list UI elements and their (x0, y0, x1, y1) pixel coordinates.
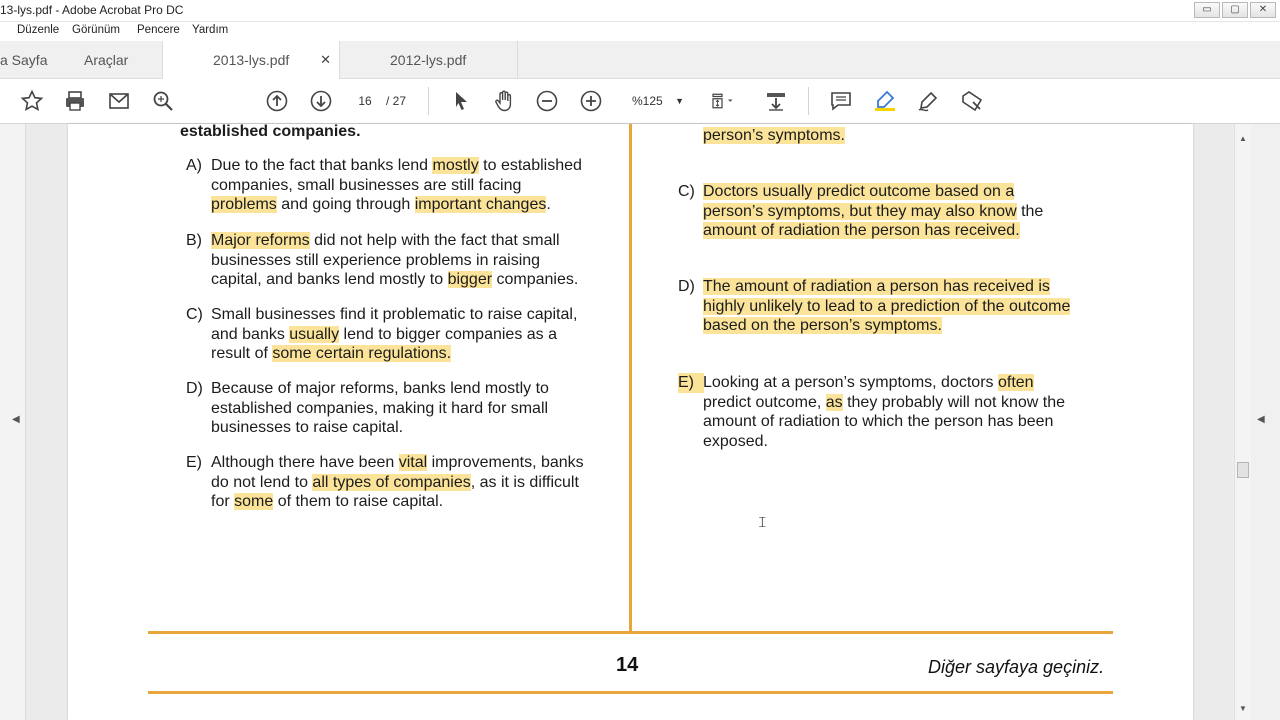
option-text (211, 453, 584, 512)
window-title: 13-lys.pdf - Adobe Acrobat Pro DC (0, 3, 184, 17)
page-number-input[interactable]: 16 (358, 94, 372, 108)
text-segment: lend to bigger companies as a (339, 325, 558, 343)
text-segment: they probably will not know the (842, 393, 1065, 411)
search-icon[interactable] (151, 89, 177, 115)
menu-edit[interactable]: Düzenle (17, 24, 60, 36)
text-segment: to established (478, 157, 582, 174)
option-line (211, 473, 584, 493)
close-window-button[interactable]: ✕ (1250, 2, 1276, 18)
highlighted-text: some certain regulations. (272, 345, 452, 362)
footer-note: Diğer sayfaya geçiniz. (928, 657, 1105, 677)
page-number: 14 (616, 654, 639, 676)
option-line (703, 221, 1043, 241)
highlighted-text: often (997, 374, 1034, 391)
option-text (211, 379, 549, 438)
text-segment: Looking at a person’s symptoms, doctors (703, 374, 998, 391)
highlighted-text: as (825, 393, 843, 411)
document-area[interactable] (0, 124, 1280, 720)
option-letter: B) (186, 232, 202, 249)
page-total: / 27 (386, 94, 407, 108)
text-segment: Small businesses find it problematic to raise capital, (211, 306, 578, 323)
text-segment: improvements, banks (427, 454, 584, 471)
highlighted-text: problems (211, 196, 277, 213)
option-text (703, 277, 1070, 336)
right-column-top-fragment (703, 126, 845, 146)
vertical-scrollbar[interactable] (1234, 124, 1251, 720)
maximize-button[interactable]: ▢ (1222, 2, 1248, 18)
title-bar (0, 0, 1280, 22)
text-segment: businesses to raise capital. (211, 419, 404, 436)
chevron-left-icon[interactable]: ◀ (12, 414, 20, 425)
tab-home[interactable]: a Sayfa (0, 52, 48, 68)
print-icon[interactable] (63, 89, 89, 115)
option-text (211, 231, 578, 290)
zoom-in-icon[interactable] (579, 89, 605, 115)
option-line (211, 305, 577, 325)
option-line (211, 251, 578, 271)
footer-rule-top (148, 631, 1113, 634)
fit-page-icon[interactable] (710, 89, 746, 115)
option-line (703, 412, 1065, 432)
option-letter: C) (678, 183, 695, 200)
option-line (211, 156, 582, 176)
option-text (703, 182, 1043, 241)
pdf-page[interactable] (68, 124, 1193, 720)
option-line (703, 182, 1043, 202)
toolbar-divider (808, 87, 809, 115)
tab-tools[interactable]: Araçlar (84, 52, 129, 68)
option-line (703, 316, 1070, 336)
edit-sign-icon[interactable] (960, 89, 986, 115)
highlighted-text: based on the person’s symptoms. (703, 317, 942, 334)
toolbar-divider (428, 87, 429, 115)
option-line (703, 393, 1065, 413)
highlighted-text: The amount of radiation a person has received is (703, 278, 1050, 295)
highlighted-text: all types of companies (312, 473, 471, 491)
tab-doc-2013-label: 2013-lys.pdf (213, 52, 290, 68)
previous-page-icon[interactable] (265, 89, 291, 115)
option-text (211, 305, 577, 364)
tab-doc-2012[interactable]: 2012-lys.pdf (340, 41, 518, 79)
left-column-heading: established companies. (180, 123, 361, 140)
tab-close-icon[interactable]: ✕ (320, 52, 331, 67)
option-letter: D) (678, 278, 695, 295)
highlighted-text: bigger (447, 271, 493, 288)
tab-doc-2013[interactable] (162, 41, 340, 80)
highlighted-text: vital (398, 454, 428, 471)
highlighted-text: some (234, 493, 274, 510)
option-line (703, 373, 1065, 393)
scroll-mode-icon[interactable] (764, 89, 790, 115)
option-line (703, 432, 1065, 452)
text-segment: Due to the fact that banks lend (211, 157, 433, 174)
menu-window[interactable]: Pencere (137, 24, 180, 36)
text-segment: predict outcome, (703, 393, 826, 411)
option-line (211, 492, 584, 512)
column-divider (629, 124, 632, 632)
highlighted-text: important changes (414, 196, 547, 213)
window-controls (1192, 2, 1276, 18)
zoom-level-value: %125 (632, 94, 663, 108)
text-segment: Although there have been (211, 454, 399, 471)
text-cursor-icon: 𝙸 (757, 514, 768, 531)
option-line (211, 231, 578, 251)
text-segment: capital, and banks lend mostly to (211, 271, 448, 288)
option-letter: E) (678, 373, 704, 393)
text-segment: exposed. (703, 432, 768, 450)
option-line (211, 325, 577, 345)
option-text (703, 373, 1065, 451)
option-line (211, 195, 582, 215)
menu-help[interactable]: Yardım (192, 24, 229, 36)
option-text (211, 156, 582, 215)
highlighted-text: to lead to a prediction of the outcome (802, 297, 1071, 315)
text-segment: and banks (211, 325, 290, 343)
option-letter: C) (186, 306, 203, 323)
minimize-button[interactable]: ▭ (1194, 2, 1220, 18)
text-segment: . (546, 196, 551, 213)
option-letter: E) (186, 454, 202, 471)
zoom-level-dropdown[interactable] (620, 91, 690, 111)
text-segment: amount of radiation to which the person has been (703, 413, 1054, 430)
select-cursor-icon[interactable] (449, 89, 475, 115)
next-page-icon[interactable] (309, 89, 335, 115)
footer-rule-bottom (148, 691, 1113, 694)
option-line (211, 418, 549, 438)
option-line (703, 202, 1043, 222)
text-segment: companies. (492, 271, 579, 288)
top-fragment-text: person’s symptoms. (703, 127, 845, 144)
bookmark-star-icon[interactable] (20, 89, 46, 115)
text-segment: for (211, 493, 235, 510)
zoom-out-icon[interactable] (535, 89, 561, 115)
highlighted-text: amount of radiation the person has received. (703, 222, 1020, 239)
option-line (703, 277, 1070, 297)
option-line (211, 453, 584, 473)
text-segment: Because of major reforms, banks lend mostly to (211, 380, 549, 397)
text-segment: established companies, making it hard for small (211, 399, 549, 417)
option-letter: D) (186, 380, 203, 397)
text-segment: the (1016, 202, 1044, 220)
text-segment: result of (211, 345, 273, 362)
toolbar (0, 79, 1280, 124)
option-line (703, 297, 1070, 317)
option-line (211, 176, 582, 196)
text-segment: , as it is difficult (470, 473, 579, 491)
highlighted-text: highly unlikely (703, 297, 803, 315)
highlighted-text: Major reforms (211, 232, 310, 249)
text-segment: companies, small businesses are still facing (211, 176, 522, 194)
menu-view[interactable]: Görünüm (72, 24, 120, 36)
email-icon[interactable] (107, 89, 133, 115)
option-line (211, 270, 578, 290)
option-letter: A) (186, 157, 202, 174)
text-segment: of them to raise capital. (273, 493, 444, 510)
comment-icon[interactable] (829, 89, 855, 115)
highlighted-text: person’s symptoms, but they (703, 202, 911, 220)
highlighted-text: mostly (432, 157, 479, 174)
text-segment: businesses still experience problems in raising (211, 251, 541, 269)
tab-bar (0, 41, 1280, 79)
text-segment: and going through (276, 196, 415, 213)
text-segment: did not help with the fact that small (309, 232, 560, 249)
chevron-right-icon[interactable]: ◀ (1257, 414, 1265, 425)
scrollbar-thumb[interactable] (1237, 462, 1249, 478)
text-segment: do not lend to (211, 473, 313, 491)
highlighted-text: may also know (910, 202, 1017, 220)
option-line (211, 344, 577, 364)
highlighted-text: usually (289, 325, 340, 343)
scroll-up-icon[interactable]: ▲ (1239, 134, 1247, 143)
scroll-down-icon[interactable]: ▼ (1239, 704, 1247, 713)
draw-pen-icon[interactable] (916, 89, 942, 115)
option-line (211, 399, 549, 419)
highlighted-text: Doctors usually predict outcome based on a (703, 183, 1015, 200)
left-panel-toggle[interactable] (0, 124, 26, 720)
option-line (211, 379, 549, 399)
chevron-down-icon: ▼ (675, 96, 684, 106)
menu-bar (0, 22, 1280, 41)
hand-tool-icon[interactable] (492, 89, 518, 115)
highlighter-icon[interactable] (873, 89, 899, 115)
